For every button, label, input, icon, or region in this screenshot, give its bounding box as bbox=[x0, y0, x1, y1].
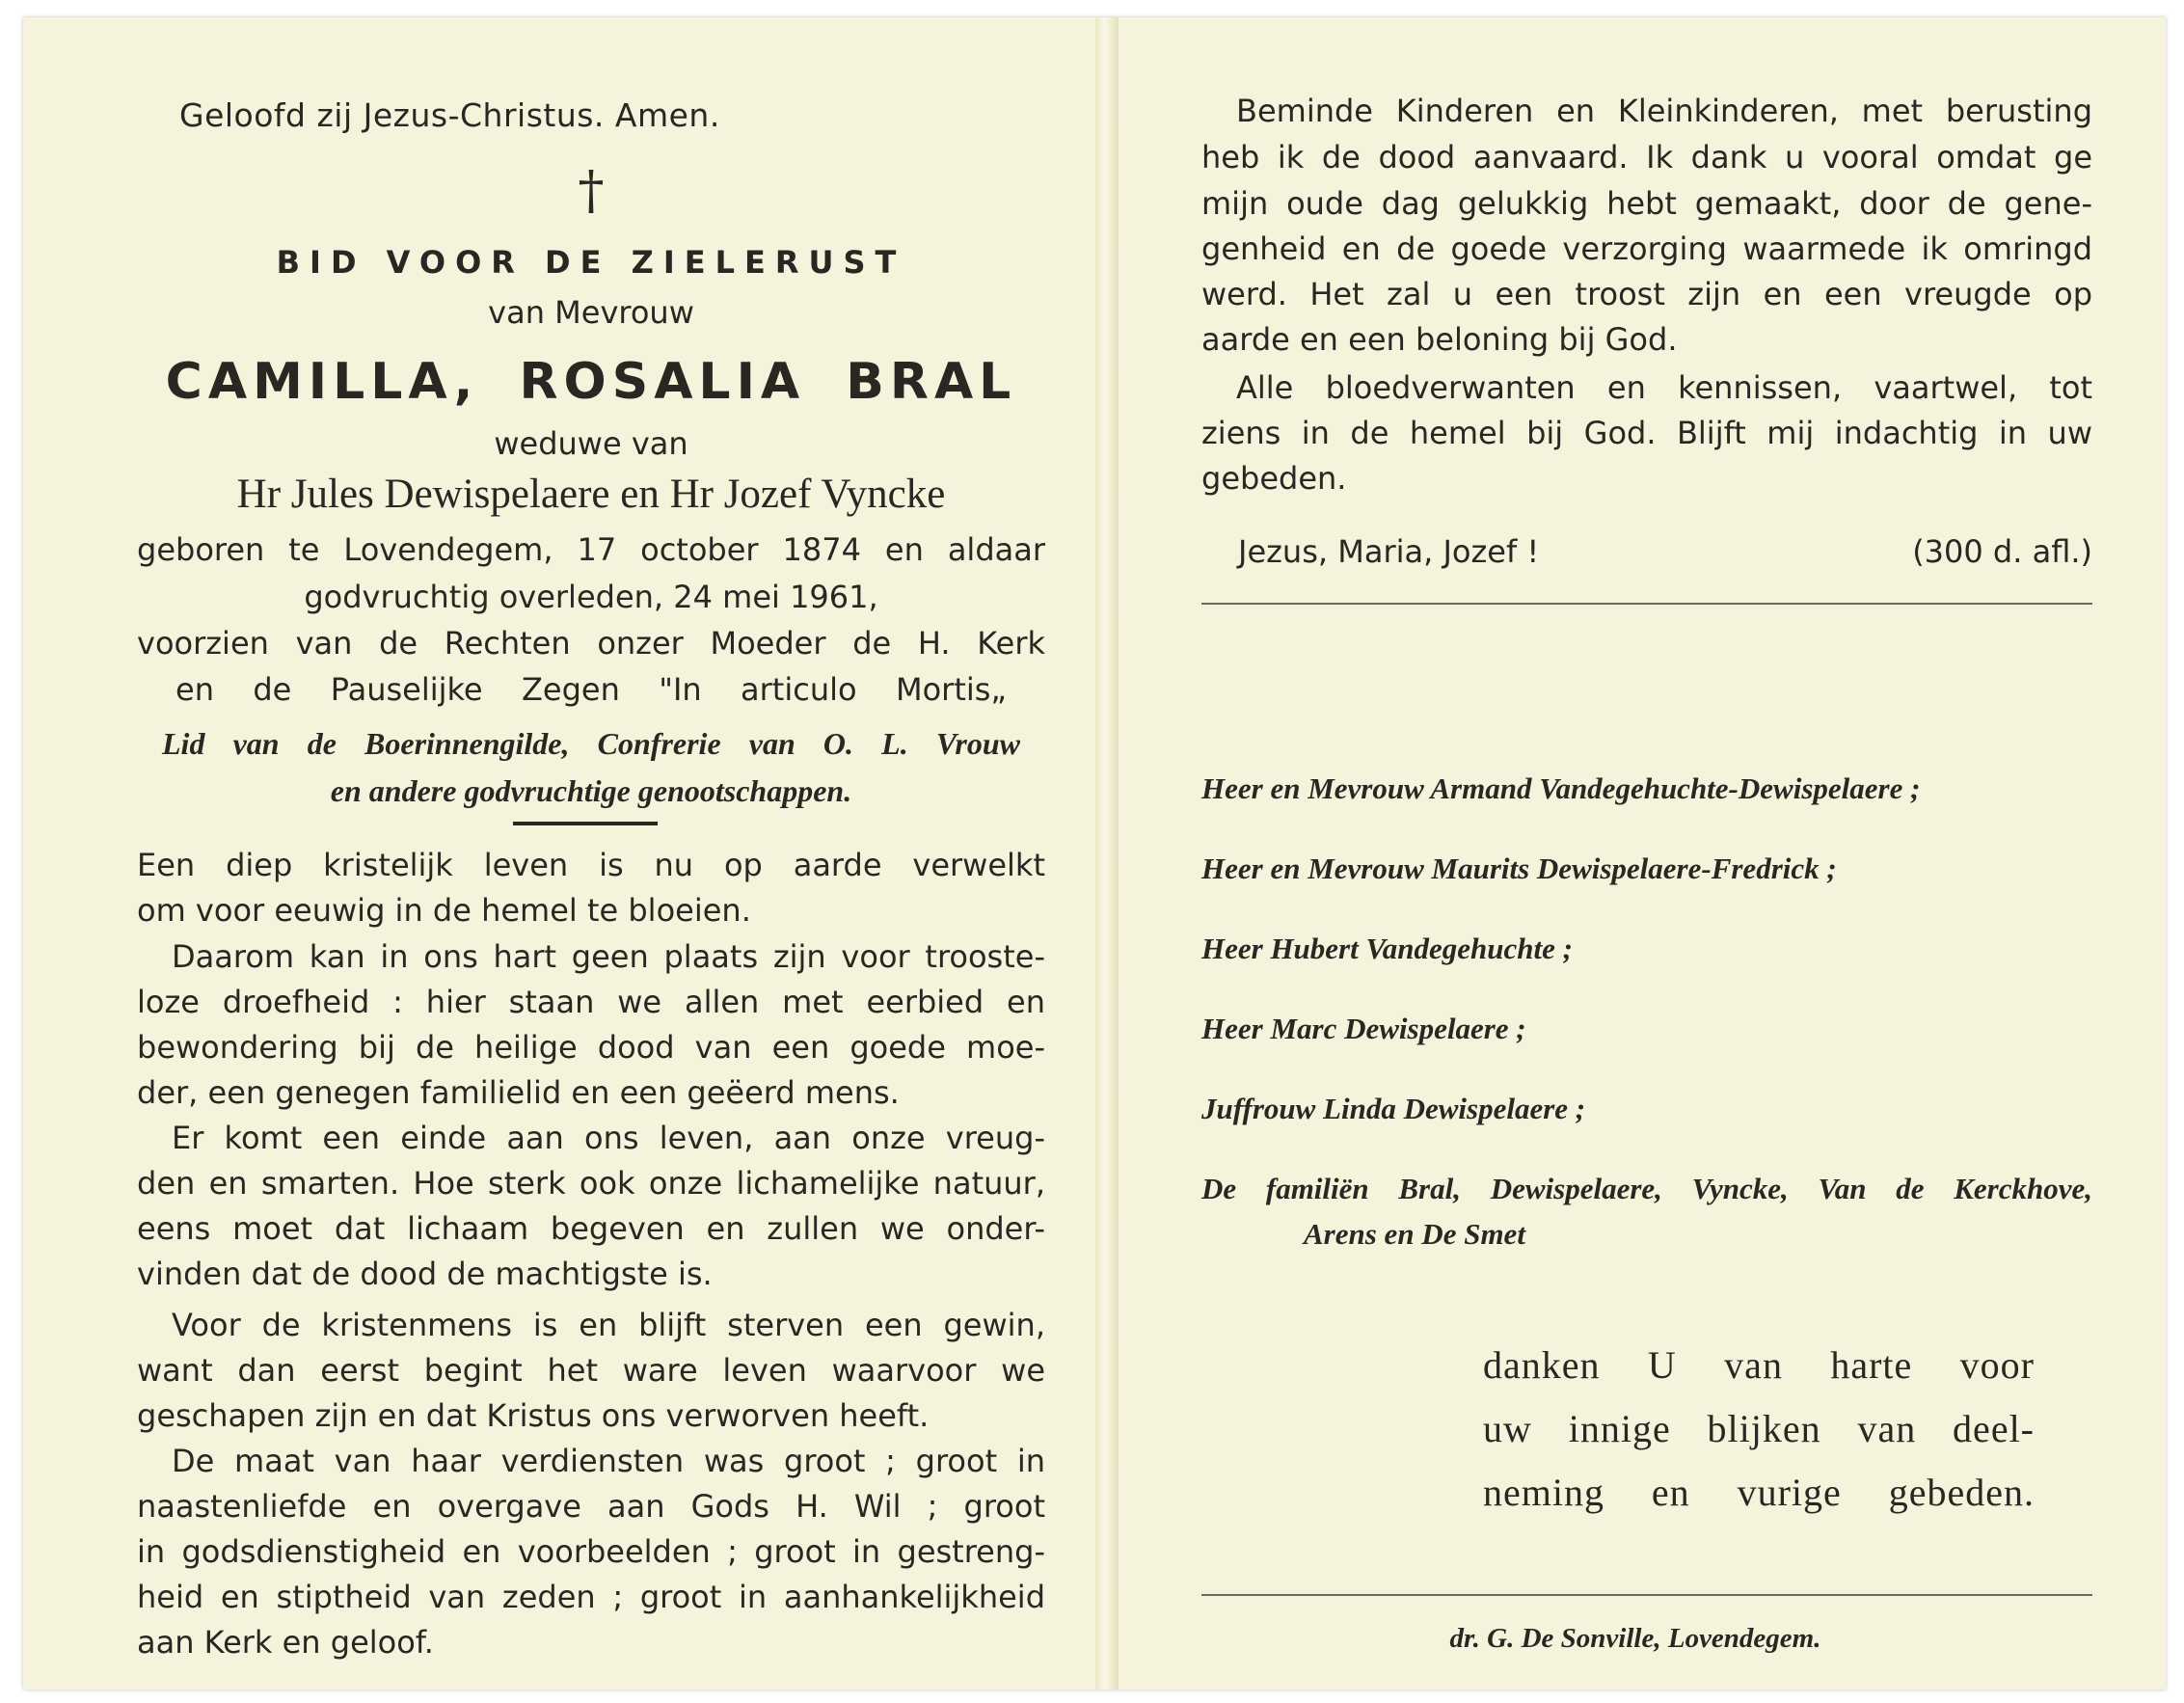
body-line: der, een genegen familielid en een geëerd mens. bbox=[137, 1074, 900, 1111]
message-line: werd. Het zal u een troost zijn en een vreugde op bbox=[1201, 276, 2092, 312]
body-line: aan Kerk en geloof. bbox=[137, 1624, 434, 1661]
thanks-line: neming en vurige gebeden. bbox=[1483, 1471, 2035, 1514]
right-panel bbox=[1178, 17, 2092, 1689]
message-line: ziens in de hemel bij God. Blijft mij indachtig in uw bbox=[1201, 415, 2092, 451]
body-line: bewondering bij de heilige dood van een goede moe- bbox=[137, 1029, 1045, 1066]
printer-credit: dr. G. De Sonville, Lovendegem. bbox=[1449, 1623, 1821, 1654]
left-panel bbox=[137, 17, 1045, 1689]
memorial-card bbox=[23, 17, 2166, 1689]
invocation: Geloofd zij Jezus-Christus. Amen. bbox=[179, 96, 720, 134]
body-line: den en smarten. Hoe sterk ook onze lichamelijke natuur, bbox=[137, 1165, 1045, 1202]
weduwe-van: weduwe van bbox=[494, 425, 688, 462]
message-line: aarde en een beloning bij God. bbox=[1201, 321, 1678, 358]
divider bbox=[513, 822, 658, 825]
divider bbox=[1201, 603, 2092, 605]
body-line: Er komt een einde aan ons leven, aan onze vreug- bbox=[172, 1120, 1045, 1156]
body-line: om voor eeuwig in de hemel te bloeien. bbox=[137, 892, 751, 929]
message-line: mijn oude dag gelukkig hebt gemaakt, door de gene- bbox=[1201, 185, 2092, 222]
detail-line: voorzien van de Rechten onzer Moeder de H. Kerk bbox=[137, 625, 1045, 662]
family-line: Heer Hubert Vandegehuchte ; bbox=[1201, 932, 1573, 965]
body-line: Een diep kristelijk leven is nu op aarde verwelkt bbox=[137, 847, 1045, 883]
heading: BID VOOR DE ZIELERUST bbox=[276, 244, 906, 281]
body-line: Daarom kan in ons hart geen plaats zijn voor trooste- bbox=[172, 938, 1045, 975]
detail-line: geboren te Lovendegem, 17 october 1874 en aldaar bbox=[137, 531, 1045, 568]
message-line: Alle bloedverwanten en kennissen, vaartwel, tot bbox=[1236, 369, 2092, 406]
message-line: gebeden. bbox=[1201, 460, 1347, 497]
family-line: Heer Marc Dewispelaere ; bbox=[1201, 1012, 1526, 1045]
indulgence: (300 d. afl.) bbox=[1912, 533, 2092, 570]
body-line: naastenliefde en overgave aan Gods H. Wil ; groot bbox=[137, 1488, 1045, 1525]
family-line: De familiën Bral, Dewispelaere, Vyncke, Van de Kerckhove, bbox=[1201, 1172, 2092, 1205]
message-line: Beminde Kinderen en Kleinkinderen, met berusting bbox=[1236, 93, 2092, 129]
divider bbox=[1201, 1594, 2092, 1596]
membership-line: Lid van de Boerinnengilde, Confrerie van O. L. Vrouw bbox=[162, 726, 1020, 761]
family-line: Heer en Mevrouw Maurits Dewispelaere-Fredrick ; bbox=[1201, 852, 1837, 885]
membership-line: en andere godvruchtige genootschappen. bbox=[330, 773, 852, 808]
husbands: Hr Jules Dewispelaere en Hr Jozef Vyncke bbox=[236, 472, 946, 517]
body-line: loze droefheid : hier staan we allen met eerbied en bbox=[137, 984, 1045, 1020]
family-line: Arens en De Smet bbox=[1304, 1217, 1525, 1251]
thanks-line: uw innige blijken van deel- bbox=[1483, 1407, 2035, 1450]
message-line: genheid en de goede verzorging waarmede ik omringd bbox=[1201, 230, 2092, 267]
body-line: De maat van haar verdiensten was groot ; groot in bbox=[172, 1443, 1045, 1479]
body-line: heid en stiptheid van zeden ; groot in aanhankelijkheid bbox=[137, 1579, 1045, 1615]
body-line: in godsdienstigheid en voorbeelden ; groot in gestreng- bbox=[137, 1533, 1045, 1570]
card-fold bbox=[1095, 17, 1119, 1689]
deceased-name: CAMILLA, ROSALIA BRAL bbox=[165, 353, 1017, 411]
detail-line: godvruchtig overleden, 24 mei 1961, bbox=[304, 579, 878, 615]
body-line: Voor de kristenmens is en blijft sterven een gewin, bbox=[172, 1307, 1045, 1343]
body-line: want dan eerst begint het ware leven waarvoor we bbox=[137, 1352, 1045, 1389]
family-line: Juffrouw Linda Dewispelaere ; bbox=[1201, 1092, 1586, 1125]
thanks-line: danken U van harte voor bbox=[1483, 1343, 2035, 1387]
van-mevrouw: van Mevrouw bbox=[488, 294, 694, 331]
body-line: eens moet dat lichaam begeven en zullen we onder- bbox=[137, 1210, 1045, 1247]
detail-line: en de Pauselijke Zegen "In articulo Mortis„ bbox=[175, 671, 1007, 708]
body-line: geschapen zijn en dat Kristus ons verworven heeft. bbox=[137, 1397, 930, 1434]
family-line: Heer en Mevrouw Armand Vandegehuchte-Dewispelaere ; bbox=[1201, 771, 1921, 805]
cross-icon: † bbox=[578, 160, 605, 221]
body-line: vinden dat de dood de machtigste is. bbox=[137, 1256, 713, 1292]
message-line: heb ik de dood aanvaard. Ik dank u vooral omdat ge bbox=[1201, 139, 2092, 176]
prayer: Jezus, Maria, Jozef ! bbox=[1238, 533, 1540, 570]
